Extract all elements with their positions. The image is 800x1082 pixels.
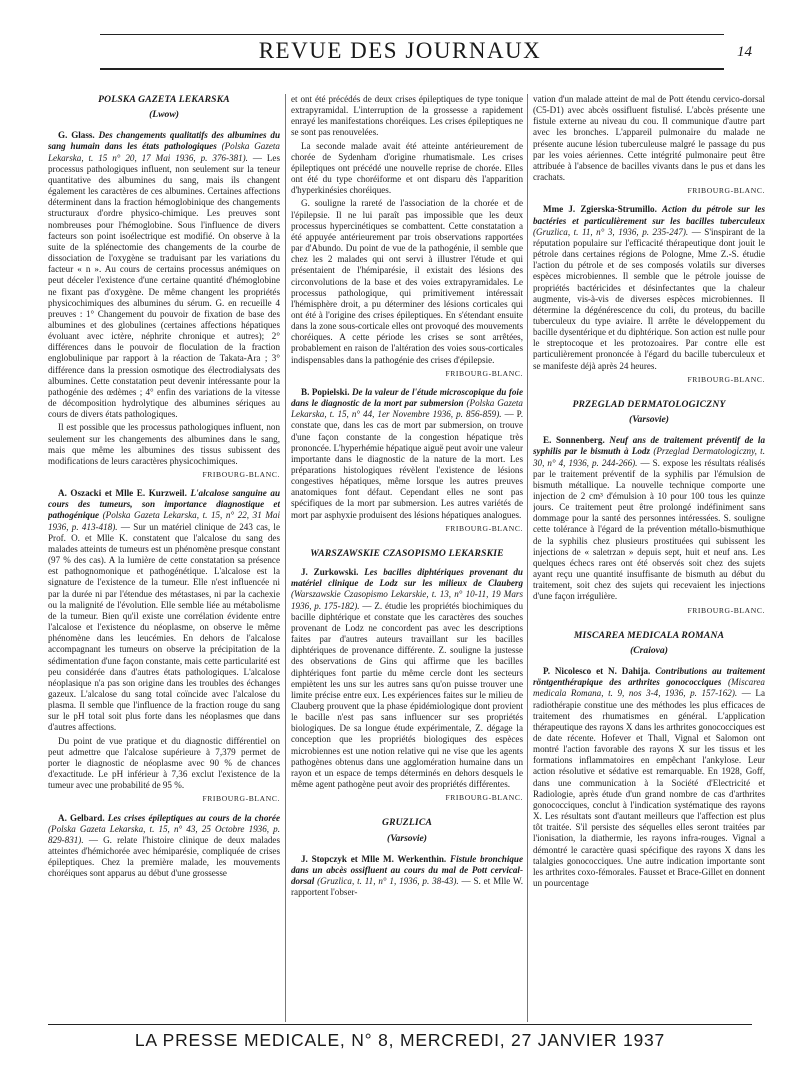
column-right: [533, 94, 765, 1024]
article-author: B. Popielski.: [301, 386, 350, 397]
article-source: (Miscarea medicala Romana, t. 9, nos 3-4, 1936, p. 157-162).: [533, 677, 765, 699]
article: [533, 666, 765, 889]
article: [48, 813, 280, 880]
article-paragraph: [533, 435, 765, 602]
article-text: — Les processus pathologiques influent, non seulement sur la teneur quantitative des albumines du sang, mais ils changent également les caractères de ces albumines. Certaines affections déterminent dans la fraction hémoglobinique des changements structuraux d'ordre physico-chimique. Les preuves sont nombreuses pour l'hémoglobine. Sous l'influence de divers facteurs son point isoélectrique est modifié. On observe à la suite de la splénectomie des changements de la courbe de dissociation de l'oxygène se traduisant par les variations du facteur « n ». Au cours de certains processus anémiques on peut déceler l'existence d'une certaine quantité d'hémoglobine ne fixant pas d'oxygène. De même changent les propriétés physicochimiques des albumines du sérum. G. en recueille 4 preuves : 1° Changement du pouvoir de fixation de base des albumines et des globulines (certaines affections hépatiques évoluant avec ictère, néphrite chronique et autres); 2° différences dans le pouvoir de floculation de la fraction englobulinique par rapport à la réaction de Takata-Ara ; 3° différence dans la pression osmotique des électrodialysats des albumines. Cette constatation peut devenir intéressante pour la pathogénie des œdèmes ; 4° enfin des variations de la vitesse de décomposition hydrolytique des albumines sériques au cours de divers états pathologiques.: [48, 152, 280, 420]
article-author: E. Sonnenberg.: [543, 435, 605, 446]
column-divider: [285, 94, 286, 1022]
article-source: (Gruzlica, t. 11, n° 1, 1936, p. 38-43).: [317, 876, 459, 886]
article-signature: FRIBOURG-BLANC.: [445, 793, 523, 803]
article: [48, 130, 280, 480]
article-paragraph: [533, 204, 765, 371]
article-text: — G. relate l'histoire clinique de deux malades atteintes d'hémichorée avec hémiparésie, compliquée de crises épileptiques. Chez la première malade, les mouvements choréiques sont apparus au début d'une grossesse: [48, 834, 280, 879]
section-heading: WARSZAWSKIE CZASOPISMO LEKARSKIE: [310, 547, 504, 559]
article-paragraph: La seconde malade avait été atteinte antérieurement de chorée de Sydenham d'origine rhumatismale. Les crises épileptiques ont précédé une nouvelle reprise de chorée. Elles ont été du type choréiforme et ont disparu dès l'apparition d'hyperkinésies choréiques.: [291, 140, 523, 196]
article-text: — Z. étudie les propriétés biochimiques du bacille diphtérique et constate que les caractères des souches provenant de Lodz ne concordent pas avec les descriptions faites par d'autres auteurs travaillant sur les bacilles diphtériques de provenance différente. Z. souligne la justesse des observations de Gins qui affirme que les bacilles diphtériques font partie du même cercle dont les secteurs empiètent les uns sur les autres sans qu'on puisse trouver une limite précise entre eux. Les expériences faites sur le milieu de Clauberg prouvent que la phase épidémiologique dont provient le bacille n'est pas sans influencer sur ses propriétés biologiques. De sa longue étude expérimentale, Z. dégage la conception que les propriétés biologiques des espèces microbiennes est une notion relative qui ne vise que les agents pathogènes obtenus dans une agglomération humaine dans un rayon et un espace de temps déterminés en dehors desquels le même agent pathogène peut avoir des propriétés différentes.: [291, 600, 523, 790]
article-signature: FRIBOURG-BLANC.: [687, 186, 765, 196]
footer-rule: [48, 1024, 752, 1025]
page-number: 14: [737, 44, 752, 60]
article-title: Des changements qualitatifs des albumines du sang humain dans les états pathologiques: [48, 130, 280, 152]
article-text: — Sur un matériel clinique de 243 cas, le Prof. O. et Mlle K. constatent que l'alcalose du sang des malades atteints de tumeurs est un phénomène presque constant (97 % des cas). A la lumière de cette constatation sa présence est pathognomonique et pathogénétique. L'alcalose est la signature de l'existence de la tumeur. Elle n'est influencée ni par la durée ni par l'étendue des métastases, ni par la cachexie ou la malignité de l'évolution. Elle semble liée au métabolisme de la tumeur. Bien qu'il existe une corrélation évidente entre l'alcalose et l'existence du néoplasme, on observe le même phénomène dans les leucémies. En dehors de l'alcalose accompagnant les tumeurs on observe la précipitation de la sédimentation d'une façon constante, mais cette particularité est peu considérée dans d'autres états pathologiques. L'alcalose néoplasique n'a pas son origine dans les troubles des échanges gazeux. L'alcalose du sang total coïncide avec l'alcalose du plasma. Il semble que l'influence de la fraction rouge du sang sur le pH total soit plus forte dans les néoplasmes que dans d'autres affections.: [48, 521, 280, 733]
section-heading: POLSKA GAZETA LEKARSKA: [98, 94, 230, 105]
column-left: [48, 94, 280, 1024]
article-text: — S. expose les résultats réalisés par le traitement préventif de la syphilis par l'émulsion de bismuth métallique. La nouvelle technique comporte une injection de 2 cm³ d'émulsion à 10 pour 100 tous les quinze jours. Ce traitement peut être prolongé indéfiniment sans dommage pour la santé des personnes intéressées. S. souligne cette tolérance à l'égard de la prévention métallo-bismuthique de la syphilis chez plusieurs prostituées qui subissent les injections de « saletrzan » depuis sept, huit et neuf ans. Les quelques échecs rares ont été observés soit chez des sujets ayant reçu une quantité insuffisante de bismuth au début du traitement, soit chez des sujets qui recevaient les injections d'une façon irrégulière.: [533, 457, 765, 602]
article: [291, 567, 523, 803]
article-source: (Polska Gazeta Lekarska, t. 15, n° 22, 31 Mai 1936, p. 413-418).: [48, 510, 280, 532]
article-source: (Przeglad Dermatologiczny, t. 30, n° 4, 1936, p. 244-266).: [533, 446, 765, 468]
section-heading: MISCAREA MEDICALA ROMANA: [573, 629, 725, 641]
article: [48, 488, 280, 804]
article: [291, 387, 523, 534]
header-bottom-rule: [100, 68, 724, 70]
article-paragraph: [291, 567, 523, 790]
article-title: Action du pétrole sur les bactéries et particulièrement sur les bacilles tuberculeux: [533, 204, 765, 226]
article-author: A. Oszacki et Mlle E. Kurzweil.: [58, 488, 187, 499]
section-heading: GRUZLICA: [381, 817, 433, 829]
column-divider: [527, 94, 528, 1022]
article-title: Les crises épileptiques au cours de la chorée: [107, 812, 280, 823]
article-signature: FRIBOURG-BLANC.: [687, 374, 765, 384]
article: [533, 204, 765, 385]
article-paragraph: G. souligne la rareté de l'association de la chorée et de l'épilepsie. Il ne lui paraît pas impossible que les deux processus hypercinétiques se combattent. Cette constatation a été appuyée antérieurement par trois observations rapportées par d'Abundo. Du point de vue de la pathogénie, il semble que chez les 2 malades qui ont servi à illustrer l'étude et qui présentaient de l'hémiparésie, il existait des lésions des circonvolutions de la base et des voies extrapyramidales. Le processus pathologique, qui primitivement intéressait l'hémisphère droit, a pu déterminer des lésions corticales qui ont été à l'origine des crises épileptiques. En s'étendant ensuite dans la zone sous-corticale elles ont provoqué des mouvements choréiques. A cette période les crises se sont arrêtées, probablement en raison de l'altération des voies sous-corticales indispensables dans la pathogénie des crises d'épilepsie.: [291, 198, 523, 365]
article-author: G. Glass.: [58, 130, 95, 141]
article-paragraph: [48, 813, 280, 880]
header-top-rule: [100, 34, 724, 35]
article-source: (Polska Gazeta Lekarska, t. 15, n° 43, 25 Octobre 1936, p. 829-831).: [48, 823, 280, 845]
journal-section-title: REVUE DES JOURNAUX: [258, 38, 542, 63]
article-title: Neuf ans de traitement préventif de la syphilis par le bismuth à Lodz: [533, 435, 765, 457]
article-paragraph: [48, 488, 280, 733]
article-source: (Polska Gazeta Lekarska, t. 15, n° 44, 1er Novembre 1936, p. 856-859).: [291, 398, 523, 420]
section-heading: PRZEGLAD DERMATOLOGICZNY: [572, 398, 726, 410]
article-text: — La radiothérapie constitue une des méthodes les plus efficaces de traitement des rhumatismes en général. L'application thérapeutique des rayons X dans les arthrites gonococciques est de date récente. Hofever et Thall, Vignal et Salomon ont montré l'action favorable des rayons X sur les tissus et les formations inflammatoires en empêchant l'ankylose. Leur action résolutive et sédative est remarquable. En 1928, Goff, dans une communication à la Société d'Electricité et Radiologie, après étude d'un grand nombre de cas d'arthrites gonococciques, conclut à l'indication systématique des rayons X. Les résultats sont d'autant meilleurs que l'affection est plus tôt traitée. S'il persiste des séquelles elles seront traitées par l'ionisation, la diathermie, les rayons infra-rouges. Vignal a démontré le caractère quasi spécifique des rayons X dans les talalgies gonococciques. Une autre indication importante sont les arthrites coxo-fémorales. Fausset et Brace-Gillet en donnent un pourcentage: [533, 688, 765, 888]
article-source: (Gruzlica, t. 11, n° 3, 1936, p. 235-247).: [533, 226, 689, 237]
article-text: — S'inspirant de la réputation populaire sur l'efficacité thérapeutique dont jouit le pétrole dans certaines régions de Pologne, Mme Z.-S. étudie l'action du pétrole et de ses composés volatils sur diverses espèces microbiennes. Il semble que le pétrole jouisse de propriétés bactéricides et désinfectantes que la chaleur augmente, vis-à-vis de diverses espèces microbiennes. Il détermine la dégénérescence du coli, du proteus, du bacille tuberculeux du type aviaire. Il arrête le développement du bacille dysentérique et du diphtérique. Son action est nulle pour le streptocoque et les protozoaires. Par contre elle est particulièrement prononcée à l'égard du bacille tuberculeux et se manifeste déjà après 24 heures.: [533, 226, 765, 371]
article-author: J. Stopczyk et Mlle M. Werkenthin.: [301, 853, 447, 864]
article-paragraph: Du point de vue pratique et du diagnostic différentiel on peut admettre que l'alcalose supérieure à 7,379 permet de porter le diagnostic de néoplasme avec 90 % de chances d'exactitude. Le pH inférieur à 7,36 exclut l'existence de la tumeur avec une probabilité de 95 %.: [48, 735, 280, 791]
article-title: L'alcalose sanguine au cours des tumeurs, son importance diagnostique et pathogénique: [48, 488, 280, 521]
article-source: (Polska Gazeta Lekarska, t. 15 n° 20, 17 Mai 1936, p. 376-381).: [48, 141, 280, 163]
section-city: (Lwow): [149, 109, 179, 121]
column-middle: [291, 94, 523, 1024]
article-author: J. Zurkowski.: [301, 567, 359, 578]
article-source: (Warszawskie Czasopismo Lekarskie, t. 13, n° 10-11, 19 Mars 1936, p. 175-182).: [291, 589, 523, 611]
section-city: (Varsovie): [629, 414, 669, 426]
article-signature: FRIBOURG-BLANC.: [687, 605, 765, 615]
article-title: Contributions au traitement röntgenthérapique des arthrites gonococciques: [533, 666, 765, 688]
article-author: Mme J. Zgierska-Strumillo.: [543, 204, 657, 215]
article-text: — S. et Mlle W. rapportent l'obser-: [291, 876, 523, 898]
article-continuation: et ont été précédés de deux crises épileptiques de type tonique extrapyramidal. L'interruption de la grossesse a rapidement enrayé les manifestations choréiques. Les crises épileptiques ne se sont pas renouvelées.: [291, 94, 523, 138]
article-paragraph: [291, 387, 523, 521]
article: [533, 435, 765, 616]
article-paragraph: [48, 130, 280, 420]
article-signature: FRIBOURG-BLANC.: [202, 470, 280, 479]
article-paragraph: [533, 666, 765, 889]
section-city: (Varsovie): [387, 832, 427, 844]
article-paragraph: [291, 854, 523, 899]
article-text: — P. constate que, dans les cas de mort par submersion, on trouve d'une façon constante de la congestion hépatique très prononcée. L'hyperhémie hépatique aiguë peut avoir une valeur importante dans le diagnostic de la nature de la mort. Les préparations histologiques révèlent l'existence de lésions congestives hépatiques, même lorsque les autres preuves anatomiques font défaut. Cependant elles ne sont pas spécifiques de la mort par submersion. Les autres variétés de mort par asphyxie produisent des lésions hépatiques analogues.: [291, 409, 523, 520]
article-continuation: vation d'un malade atteint de mal de Pott étendu cervico-dorsal (C5-D1) avec abcès ossifluent fistulisé. L'abcès présente une fistule externe au niveau du cou. Il communique d'autre part avec les bronches. L'appareil pulmonaire du malade ne présente aucune lésion tuberculeuse malgré le passage du pus par les voies aériennes. Cette intégrité pulmonaire peut être attribuée à l'absence de bacilles vivants dans le pus et dans les crachats.: [533, 94, 765, 183]
article-title: Les bacilles diphtériques provenant du matériel clinique de Lodz sur les milieux de Clauberg: [291, 567, 523, 589]
article-title: De la valeur de l'étude microscopique du foie dans le diagnostic de la mort par submersion: [291, 386, 523, 409]
journal-footer: LA PRESSE MEDICALE, N° 8, MERCREDI, 27 JANVIER 1937: [134, 1030, 666, 1050]
section-city: (Craiova): [630, 644, 668, 656]
article-author: A. Gelbard.: [58, 812, 105, 823]
article-title: Fistule bronchique dans un abcès ossifluent au cours du mal de Pott cervical-dorsal: [291, 853, 523, 886]
article-paragraph: Il est possible que les processus pathologiques influent, non seulement sur les changements des albumines dans le sang, mais que même les albumines des tissus subissent des modifications de leurs caractères physicochimiques.: [48, 422, 280, 466]
article-signature: FRIBOURG-BLANC.: [445, 523, 523, 533]
article-author: P. Nicolesco et N. Dahija.: [543, 666, 651, 677]
article-signature: FRIBOURG-BLANC.: [202, 794, 280, 804]
article-signature: FRIBOURG-BLANC.: [445, 368, 523, 378]
article: [291, 854, 523, 899]
